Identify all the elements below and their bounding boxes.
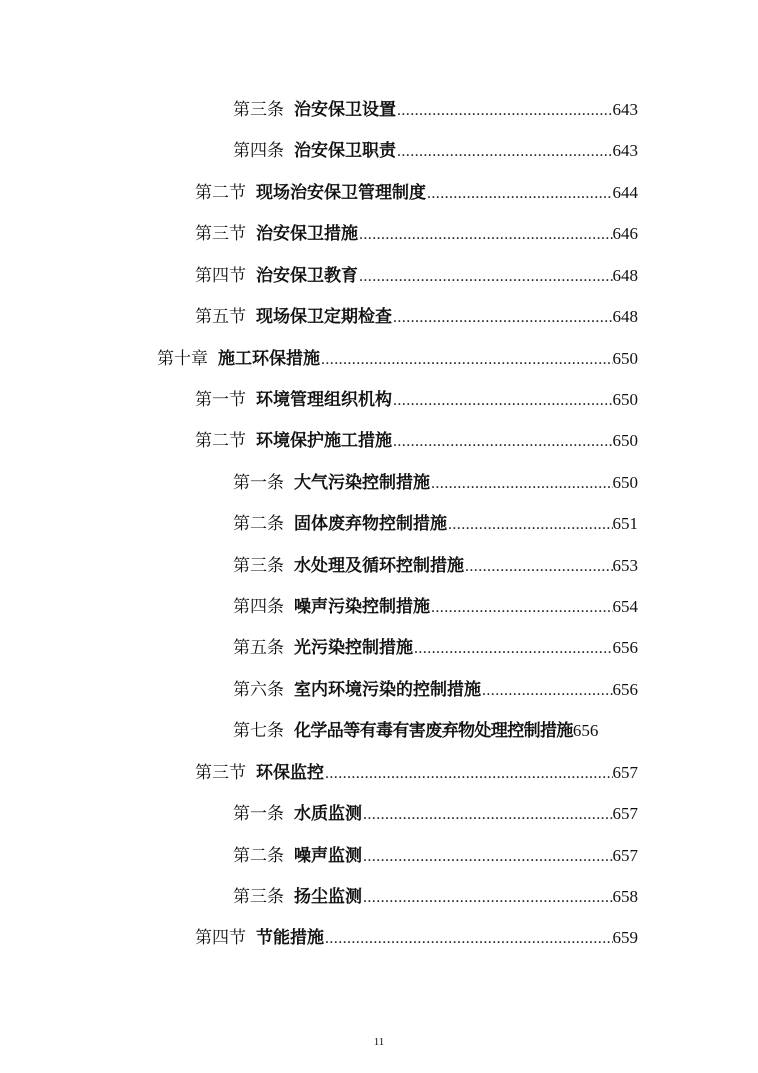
toc-entry-page: 658 xyxy=(612,887,638,906)
toc-entry-number: 第一条 xyxy=(233,473,284,493)
toc-entry[interactable] xyxy=(233,509,638,539)
toc-entry-number: 第一节 xyxy=(195,390,246,410)
toc-entry-title: 节能措施 xyxy=(256,928,324,948)
toc-entry-number: 第六条 xyxy=(233,680,284,700)
toc-entry[interactable] xyxy=(195,426,638,456)
toc-entry-number: 第四条 xyxy=(233,597,284,617)
toc-entry[interactable] xyxy=(195,923,638,953)
toc-dot-leader xyxy=(430,469,613,499)
toc-entry-page: 650 xyxy=(612,349,638,368)
toc-entry[interactable] xyxy=(195,261,638,291)
toc-entry[interactable] xyxy=(233,716,638,746)
toc-entry-title: 环境保护施工措施 xyxy=(256,431,392,451)
toc-entry-title: 水质监测 xyxy=(294,804,362,824)
toc-entry-number: 第二条 xyxy=(233,514,284,534)
toc-entry[interactable] xyxy=(233,136,638,166)
toc-entry-number: 第五条 xyxy=(233,638,284,658)
toc-entry-title: 治安保卫教育 xyxy=(256,266,358,286)
toc-entry-number: 第三节 xyxy=(195,224,246,244)
toc-entry[interactable] xyxy=(195,385,638,415)
toc-entry-page: 656 xyxy=(572,721,599,740)
toc-entry-title: 化学品等有毒有害废弃物处理控制措施 xyxy=(294,721,573,741)
toc-entry-title: 环保监控 xyxy=(256,763,324,783)
toc-entry-title: 扬尘监测 xyxy=(294,887,362,907)
toc-entry-page: 657 xyxy=(612,846,638,865)
toc-entry[interactable] xyxy=(157,344,638,374)
toc-entry[interactable] xyxy=(233,633,638,663)
toc-dot-leader xyxy=(324,924,613,954)
toc-entry-page: 648 xyxy=(612,266,638,285)
toc-entry-page: 643 xyxy=(612,100,638,119)
toc-entry-number: 第四条 xyxy=(233,141,284,161)
toc-entry-title: 噪声污染控制措施 xyxy=(294,597,430,617)
toc-entry-number: 第四节 xyxy=(195,928,246,948)
toc-entry-page: 653 xyxy=(612,556,638,575)
toc-dot-leader xyxy=(426,179,613,209)
toc-entry-page: 651 xyxy=(612,514,638,533)
toc-entry-page: 643 xyxy=(612,141,638,160)
toc-entry-number: 第一条 xyxy=(233,804,284,824)
toc-entry[interactable] xyxy=(233,551,638,581)
toc-entry-page: 656 xyxy=(612,638,638,657)
toc-entry-page: 657 xyxy=(612,804,638,823)
toc-entry[interactable] xyxy=(233,799,638,829)
toc-entry[interactable] xyxy=(195,302,638,332)
toc-entry[interactable] xyxy=(233,592,638,622)
toc-entry-page: 646 xyxy=(612,224,638,243)
toc-entry-title: 光污染控制措施 xyxy=(294,638,413,658)
toc-entry-page: 648 xyxy=(612,307,638,326)
toc-entry-title: 施工环保措施 xyxy=(218,349,320,369)
toc-entry-page: 654 xyxy=(612,597,638,616)
toc-entry-page: 656 xyxy=(612,680,638,699)
toc-dot-leader xyxy=(392,303,613,333)
toc-entry-page: 650 xyxy=(612,431,638,450)
toc-entry-number: 第三条 xyxy=(233,556,284,576)
toc-entry[interactable] xyxy=(233,95,638,125)
toc-dot-leader xyxy=(362,883,613,913)
toc-dot-leader xyxy=(392,427,613,457)
toc-entry[interactable] xyxy=(195,178,638,208)
toc-entry-title: 噪声监测 xyxy=(294,846,362,866)
toc-entry-number: 第四节 xyxy=(195,266,246,286)
toc-dot-leader xyxy=(358,220,613,250)
toc-entry-title: 环境管理组织机构 xyxy=(256,390,392,410)
toc-entry-title: 治安保卫设置 xyxy=(294,100,396,120)
toc-entry-number: 第三条 xyxy=(233,887,284,907)
toc-dot-leader xyxy=(447,510,613,540)
toc-entry-page: 650 xyxy=(612,473,638,492)
toc-dot-leader xyxy=(481,676,613,706)
toc-dot-leader xyxy=(430,593,613,623)
toc-dot-leader xyxy=(396,96,613,126)
toc-entry[interactable] xyxy=(195,758,638,788)
toc-dot-leader xyxy=(320,345,613,375)
toc-entry[interactable] xyxy=(233,675,638,705)
toc-entry-number: 第十章 xyxy=(157,349,208,369)
toc-entry-number: 第三条 xyxy=(233,100,284,120)
toc-entry-page: 644 xyxy=(612,183,638,202)
toc-dot-leader xyxy=(362,800,613,830)
toc-entry[interactable] xyxy=(233,882,638,912)
toc-entry-number: 第七条 xyxy=(233,721,284,741)
toc-entry-title: 治安保卫措施 xyxy=(256,224,358,244)
toc-dot-leader xyxy=(324,759,613,789)
toc-entry-title: 固体废弃物控制措施 xyxy=(294,514,447,534)
toc-dot-leader xyxy=(362,842,613,872)
page-number: 11 xyxy=(373,1036,385,1048)
toc-entry-title: 现场治安保卫管理制度 xyxy=(256,183,426,203)
toc-entry-page: 659 xyxy=(612,928,638,947)
toc-entry-number: 第二节 xyxy=(195,183,246,203)
toc-entry-title: 现场保卫定期检查 xyxy=(256,307,392,327)
toc-entry-title: 水处理及循环控制措施 xyxy=(294,556,464,576)
toc-dot-leader xyxy=(392,386,613,416)
toc-entry-title: 室内环境污染的控制措施 xyxy=(294,680,481,700)
toc-entry-page: 657 xyxy=(612,763,638,782)
toc-dot-leader xyxy=(464,552,613,582)
toc-entry-number: 第二条 xyxy=(233,846,284,866)
toc-entry-title: 大气污染控制措施 xyxy=(294,473,430,493)
toc-entry-number: 第五节 xyxy=(195,307,246,327)
toc-entry[interactable] xyxy=(195,219,638,249)
toc-dot-leader xyxy=(396,137,613,167)
toc-entry[interactable] xyxy=(233,468,638,498)
toc-entry-title: 治安保卫职责 xyxy=(294,141,396,161)
toc-dot-leader xyxy=(413,634,613,664)
toc-entry[interactable] xyxy=(233,841,638,871)
toc-dot-leader xyxy=(358,262,613,292)
toc-entry-number: 第三节 xyxy=(195,763,246,783)
toc-entry-page: 650 xyxy=(612,390,638,409)
toc-entry-number: 第二节 xyxy=(195,431,246,451)
